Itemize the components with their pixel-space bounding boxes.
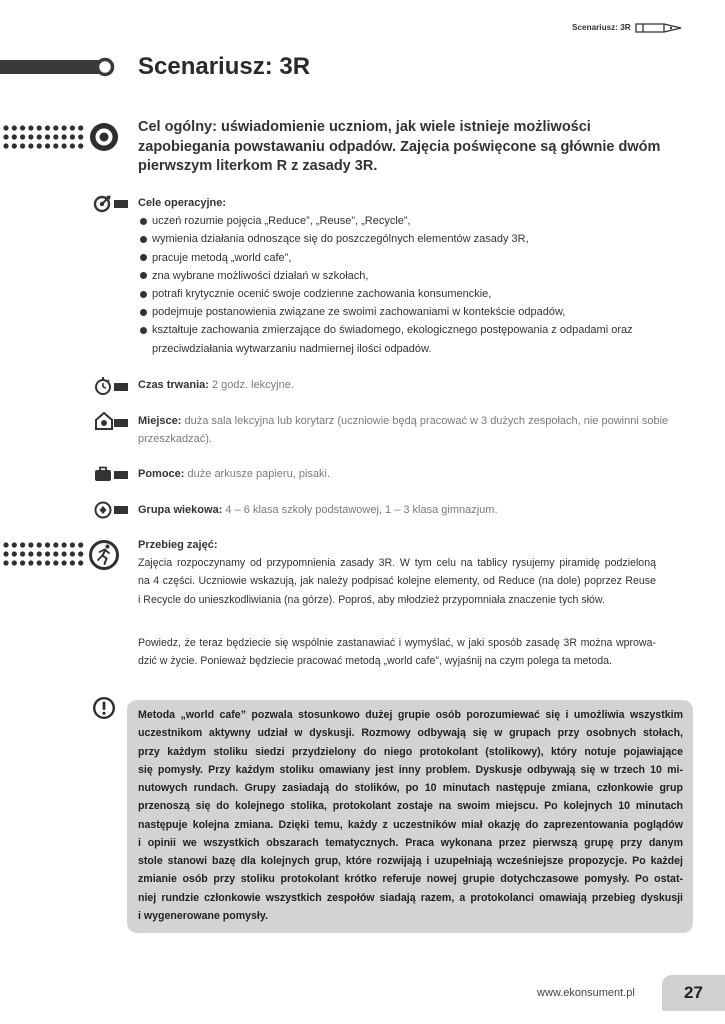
note-line: się pomysły. Przy każdym stoliku omawiany jest inny problem. Dyskusje odbywają się w trzech 10 mi- xyxy=(138,763,683,776)
note-line: następuje kolejna zmiana. Dzięki temu, każdy z uczestników miał okazję do zaprezentowania poglądów xyxy=(138,818,683,831)
place-value: przeszkadzać). xyxy=(138,433,212,446)
place-value: duża sala lekcyjna lub korytarz (uczniowie będą pracować w 3 dużych zespołach, nie powinni sobie xyxy=(184,415,669,427)
note-box xyxy=(127,700,693,933)
age-group-row xyxy=(138,501,498,519)
title-bar-icon xyxy=(0,55,120,80)
procedure-paragraph-line: na 4 części. Uczniowie wskazują, jak należy podpisać kolejne elementy, od Reduce (na dole) poprzez Reuse xyxy=(138,575,656,588)
materials-value: duże arkusze papieru, pisaki. xyxy=(187,468,330,480)
objective-item xyxy=(138,230,633,248)
materials-label: Pomoce: xyxy=(138,468,185,480)
note-line: Metoda „world cafe” pozwala stosunkowo dużej grupie osób porozumiewać się i umożliwia wszystkim xyxy=(138,709,683,721)
running-title: Scenariusz: 3R xyxy=(572,23,631,32)
bullet-icon xyxy=(140,236,147,243)
objective-item xyxy=(138,285,633,303)
duration-label: Czas trwania: xyxy=(138,379,209,391)
objective-text: kształtuje zachowania zmierzające do świadomego, ekologicznego postępowania z odpadami oraz xyxy=(152,324,633,337)
briefcase-icon xyxy=(94,465,130,483)
procedure-paragraph-line: i Recycle do unieszkodliwiania (na górze). Poproś, aby młodzież przypomniała znaczenie tych słów. xyxy=(138,593,605,606)
note-line: uczestnikom aktywny udział w dyskusji. Rozmowy odbywają się w grupach przy osobnych stołach, xyxy=(138,727,683,740)
bullet-icon xyxy=(140,254,147,261)
page-number-tab xyxy=(662,975,725,1011)
age-group-value: 4 – 6 klasa szkoły podstawowej, 1 – 3 klasa gimnazjum. xyxy=(225,504,498,516)
age-group-icon xyxy=(94,500,130,520)
objectives-heading: Cele operacyjne: xyxy=(138,197,227,209)
procedure-paragraph-line: Zajęcia rozpoczynamy od przypomnienia zasady 3R. W tym celu na tablicy rysujemy piramidę podzieloną xyxy=(138,557,656,570)
objective-text: podejmuje postanowienia związane ze swoimi zachowaniami w kontekście odpadów, xyxy=(152,306,566,319)
bullet-icon xyxy=(140,272,147,279)
note-line: przy każdym stoliku siedzi przydzielony do niego protokolant (stolikowy), który notuje pojawiające xyxy=(138,745,683,758)
age-group-label: Grupa wiekowa: xyxy=(138,504,223,516)
note-text xyxy=(138,706,683,925)
bullet-icon xyxy=(140,291,147,298)
procedure-paragraph-2 xyxy=(138,634,656,670)
house-icon xyxy=(94,410,130,432)
objective-item xyxy=(138,212,633,230)
general-goal xyxy=(138,118,660,177)
objective-item xyxy=(138,303,633,321)
objective-text: pracuje metodą „world cafe”, xyxy=(152,251,292,264)
place-line xyxy=(138,412,668,430)
bullet-icon xyxy=(140,309,147,316)
bullet-icon xyxy=(140,218,147,225)
general-goal-line: pierwszym literkom R z zasady 3R. xyxy=(138,158,378,174)
objective-text: wymienia działania odnoszące się do poszczególnych elementów zasady 3R, xyxy=(152,233,529,246)
runner-icon xyxy=(0,536,120,574)
objectives-section xyxy=(138,194,633,358)
stopwatch-icon xyxy=(94,376,130,396)
objective-text: potrafi krytycznie ocenić swoje codzienne zachowania konsumenckie, xyxy=(152,288,492,301)
objective-text: zna wybrane możliwości działań w szkołach, xyxy=(152,269,369,282)
note-line: nutowych rundach. Grupy zasiadają do stolików, po 10 minutach następuje zmiana, członkowie grup xyxy=(138,782,683,795)
objective-item-continuation xyxy=(138,340,633,358)
objective-item xyxy=(138,267,633,285)
target-icon xyxy=(0,120,120,156)
general-goal-line: zapobiegania powstawaniu odpadów. Zajęcia poświęcone są głównie dwóm xyxy=(138,138,661,155)
materials-row xyxy=(138,465,330,483)
note-line: i opinii we wszystkich obszarach tematycznych. Praca wykonana przez pierwszą grupę przy danym xyxy=(138,836,683,849)
exclamation-icon xyxy=(92,696,116,720)
procedure-heading: Przebieg zajęć: xyxy=(138,539,218,551)
objective-text: uczeń rozumie pojęcia „Reduce”, „Reuse”, „Recycle”, xyxy=(152,215,411,228)
place-row xyxy=(138,412,668,448)
note-line: niej rundzie członkowie wszystkich zespołów siadają razem, a protokolanci omawiają przebieg dyskusji xyxy=(138,891,683,904)
note-line: i wygenerowane pomysły. xyxy=(138,909,268,922)
general-goal-line: Cel ogólny: uświadomienie uczniom, jak wiele istnieje możliwości xyxy=(138,119,591,135)
page-title: Scenariusz: 3R xyxy=(138,53,311,80)
bullet-icon xyxy=(140,327,147,334)
target-arrow-icon xyxy=(92,194,128,214)
note-line: zmianie osób przy stoliku protokolant krótko referuje nowej grupie dotychczasowe pomysły. Po ostat- xyxy=(138,873,683,886)
procedure-paragraph-line: Powiedz, że teraz będziecie się wspólnie zastanawiać i wymyślać, w jaki sposób zasadę 3R można wprowa- xyxy=(138,637,656,649)
procedure-paragraph-line: dzić w życie. Ponieważ będziecie pracować metodą „world cafe”, wyjaśnij na czym polega ta metoda. xyxy=(138,655,612,668)
note-line: przenoszą się do kolejnego stolika, protokolant zostaje na swoim miejscu. Po kolejnych 10 minutach xyxy=(138,800,683,813)
page-number: 27 xyxy=(684,983,703,1002)
objective-item xyxy=(138,321,633,339)
place-line xyxy=(138,430,668,448)
objective-text: przeciwdziałania wytwarzaniu nadmiernej ilości odpadów. xyxy=(152,342,432,355)
duration-value: 2 godz. lekcyjne. xyxy=(211,379,294,391)
procedure-section xyxy=(138,536,656,609)
duration-row xyxy=(138,376,294,394)
objective-item xyxy=(138,249,633,267)
place-label: Miejsce: xyxy=(138,415,182,427)
pen-icon xyxy=(634,19,684,37)
note-line: stole stanowi bazę dla kolejnych grup, które rozwijają i uzupełniają wcześniejsze propozycje. Po każdej xyxy=(138,855,683,868)
footer-url: www.ekonsument.pl xyxy=(537,987,635,999)
